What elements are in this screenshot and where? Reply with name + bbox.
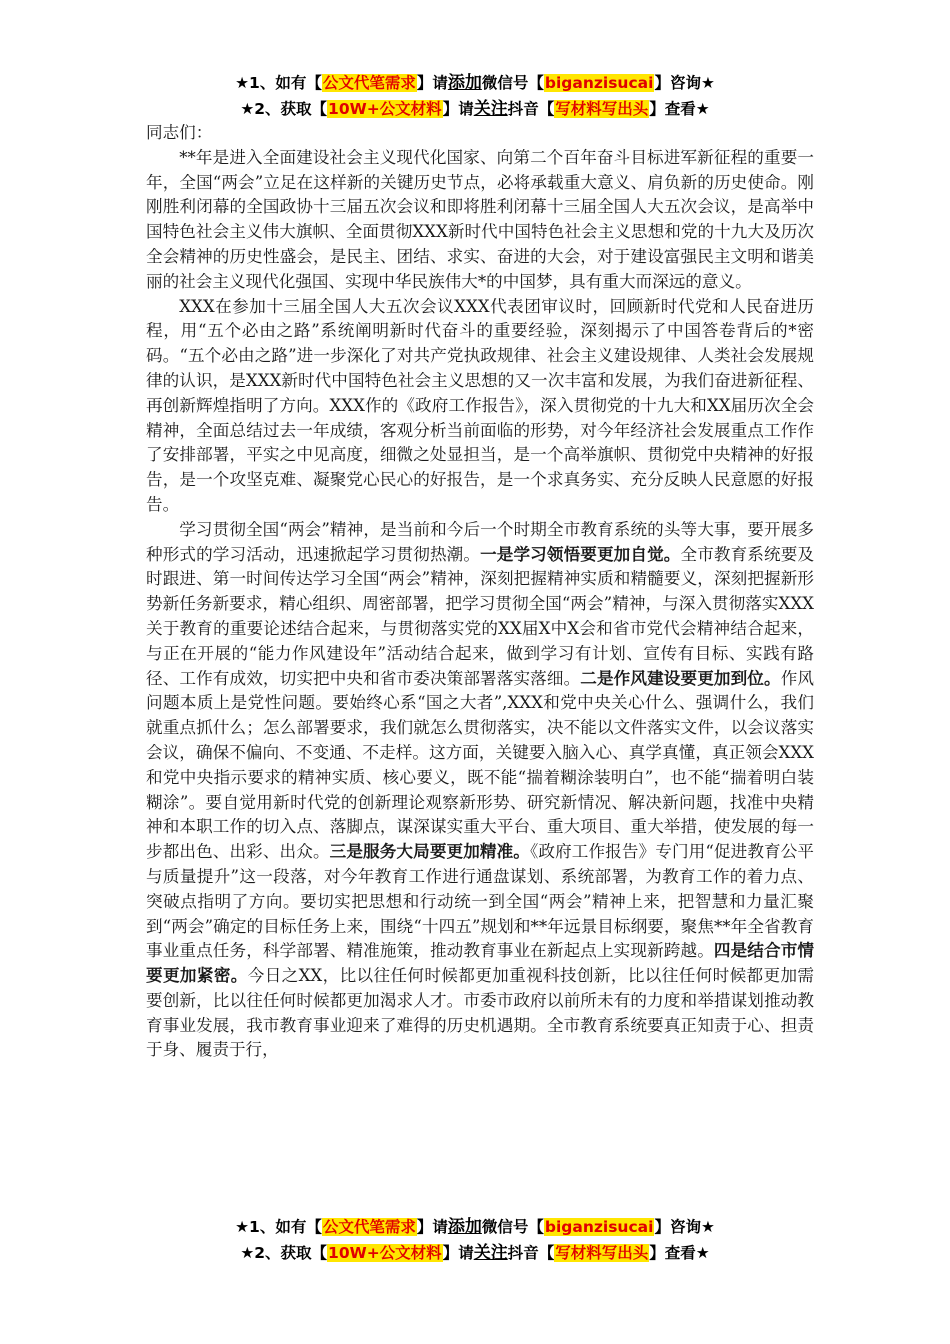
header-banner: [0, 70, 950, 122]
point-2-heading: 二是作风建设要更加到位。: [580, 668, 781, 688]
banner-line-2: ★2、获取【10W+公文材料】请关注抖音【写材料写出头】查看★: [240, 99, 710, 119]
document-body: [146, 121, 814, 1063]
highlight-wechat-id: biganzisucai: [544, 1218, 654, 1236]
paragraph-2: XXX在参加十三届全国人大五次会议XXX代表团审议时，回顾新时代党和人民奋进历程，用“五个必由之路”系统阐明新时代奋斗的重要经验，深刻揭示了中国答卷背后的*密码。“五个必由之路”进一步深化了对共产党执政规律、社会主义建设规律、人类社会发展规律的认识，是XXX新时代中国特色社会主义思想的又一次丰富和发展，为我们奋进新征程、再创新辉煌指明了方向。XXX作的《政府工作报告》，深入贯彻党的十九大和XX届历次全会精神，全面总结过去一年成绩，客观分析当前面临的形势，对今年经济社会发展重点工作作了安排部署，平实之中见高度，细微之处显担当，是一个高举旗帜、贯彻党中央精神的好报告，是一个攻坚克难、凝聚党心民心的好报告，是一个求真务实、充分反映人民意愿的好报告。: [146, 296, 814, 514]
highlight-douyin: 写材料写出头: [555, 100, 649, 118]
highlight-ghostwriting: 公文代笔需求: [322, 1218, 416, 1236]
banner-line-1: ★1、如有【公文代笔需求】请添加微信号【biganzisucai】咨询★: [235, 1217, 715, 1237]
point-4-heading: 四是结合市情要更加紧密。: [146, 941, 814, 986]
underline-follow: 关注: [473, 99, 508, 119]
highlight-ghostwriting: 公文代笔需求: [322, 74, 416, 92]
highlight-wechat-id: biganzisucai: [544, 74, 654, 92]
underline-follow: 关注: [473, 1243, 508, 1263]
footer-banner: [0, 1214, 950, 1266]
highlight-materials: 10W+公文材料: [328, 100, 442, 118]
point-1-heading: 一是学习领悟要更加自觉。: [480, 544, 681, 564]
salutation: 同志们：: [146, 123, 213, 142]
highlight-materials: 10W+公文材料: [328, 1244, 442, 1262]
point-3-heading: 三是服务大局要更加精准。: [329, 842, 530, 862]
paragraph-1: **年是进入全面建设社会主义现代化国家、向第二个百年奋斗目标进军新征程的重要一年，全国“两会”立足在这样新的关键历史节点，必将承载重大意义、肩负新的历史使命。刚刚胜利闭幕的全国政协十三届五次会议和即将胜利闭幕十三届全国人大五次会议，是高举中国特色社会主义伟大旗帜、全面贯彻XXX新时代中国特色社会主义思想和党的十九大及历次全会精神的历史性盛会，是民主、团结、求实、奋进的大会，对于建设富强民主文明和谐美丽的社会主义现代化强国、实现中华民族伟大*的中国梦，具有重大而深远的意义。: [146, 147, 814, 291]
underline-add: 添加: [447, 73, 482, 93]
highlight-douyin: 写材料写出头: [555, 1244, 649, 1262]
banner-line-2: ★2、获取【10W+公文材料】请关注抖音【写材料写出头】查看★: [240, 1243, 710, 1263]
banner-line-1: ★1、如有【公文代笔需求】请添加微信号【biganzisucai】咨询★: [235, 73, 715, 93]
paragraph-3: 学习贯彻全国“两会”精神，是当前和今后一个时期全市教育系统的头等大事，要开展多种形式的学习活动，迅速掀起学习贯彻热潮。一是学习领悟要更加自觉。全市教育系统要及时跟进、第一时间传达学习全国“两会”精神，深刻把握精神实质和精髓要义，深刻把握新形势新任务新要求，精心组织、周密部署，把学习贯彻全国“两会”精神，与深入贯彻落实XXX关于教育的重要论述结合起来，与贯彻落实党的XX届X中X会和省市党代会精神结合起来，与正在开展的“能力作风建设年”活动结合起来，做到学习有计划、宣传有目标、实践有路径、工作有成效，切实把中央和省市委决策部署落实落细。二是作风建设要更加到位。作风问题本质上是党性问题。要始终心系“国之大者”,XXX和党中央关心什么、强调什么，我们就重点抓什么；怎么部署要求，我们就怎么贯彻落实，决不能以文件落实文件，以会议落实会议，确保不偏向、不变通、不走样。这方面，关键要入脑入心、真学真懂，真正领会XXX和党中央指示要求的精神实质、核心要义，既不能“揣着糊涂装明白”，也不能“揣着明白装糊涂”。要自觉用新时代党的创新理论观察新形势、研究新情况、解决新问题，找准中央精神和本职工作的切入点、落脚点，谋深谋实重大平台、重大项目、重大举措，使发展的每一步都出色、出彩、出众。三是服务大局要更加精准。《政府工作报告》专门用“促进教育公平与质量提升”这一段落，对今年教育工作进行通盘谋划、系统部署，为教育工作的着力点、突破点指明了方向。要切实把思想和行动统一到全国“两会”精神上来，把智慧和力量汇聚到“两会”确定的目标任务上来，围绕“十四五”规划和**年远景目标纲要，聚焦**年全省教育事业重点任务，科学部署、精准施策，推动教育事业在新起点上实现新跨越。四是结合市情要更加紧密。今日之XX，比以往任何时候都更加重视科技创新，比以往任何时候都更加需要创新，比以往任何时候都更加渴求人才。市委市政府以前所未有的力度和举措谋划推动教育事业发展，我市教育事业迎来了难得的历史机遇期。全市教育系统要真正知责于心、担责于身、履责于行，: [146, 519, 815, 1060]
underline-add: 添加: [447, 1217, 482, 1237]
